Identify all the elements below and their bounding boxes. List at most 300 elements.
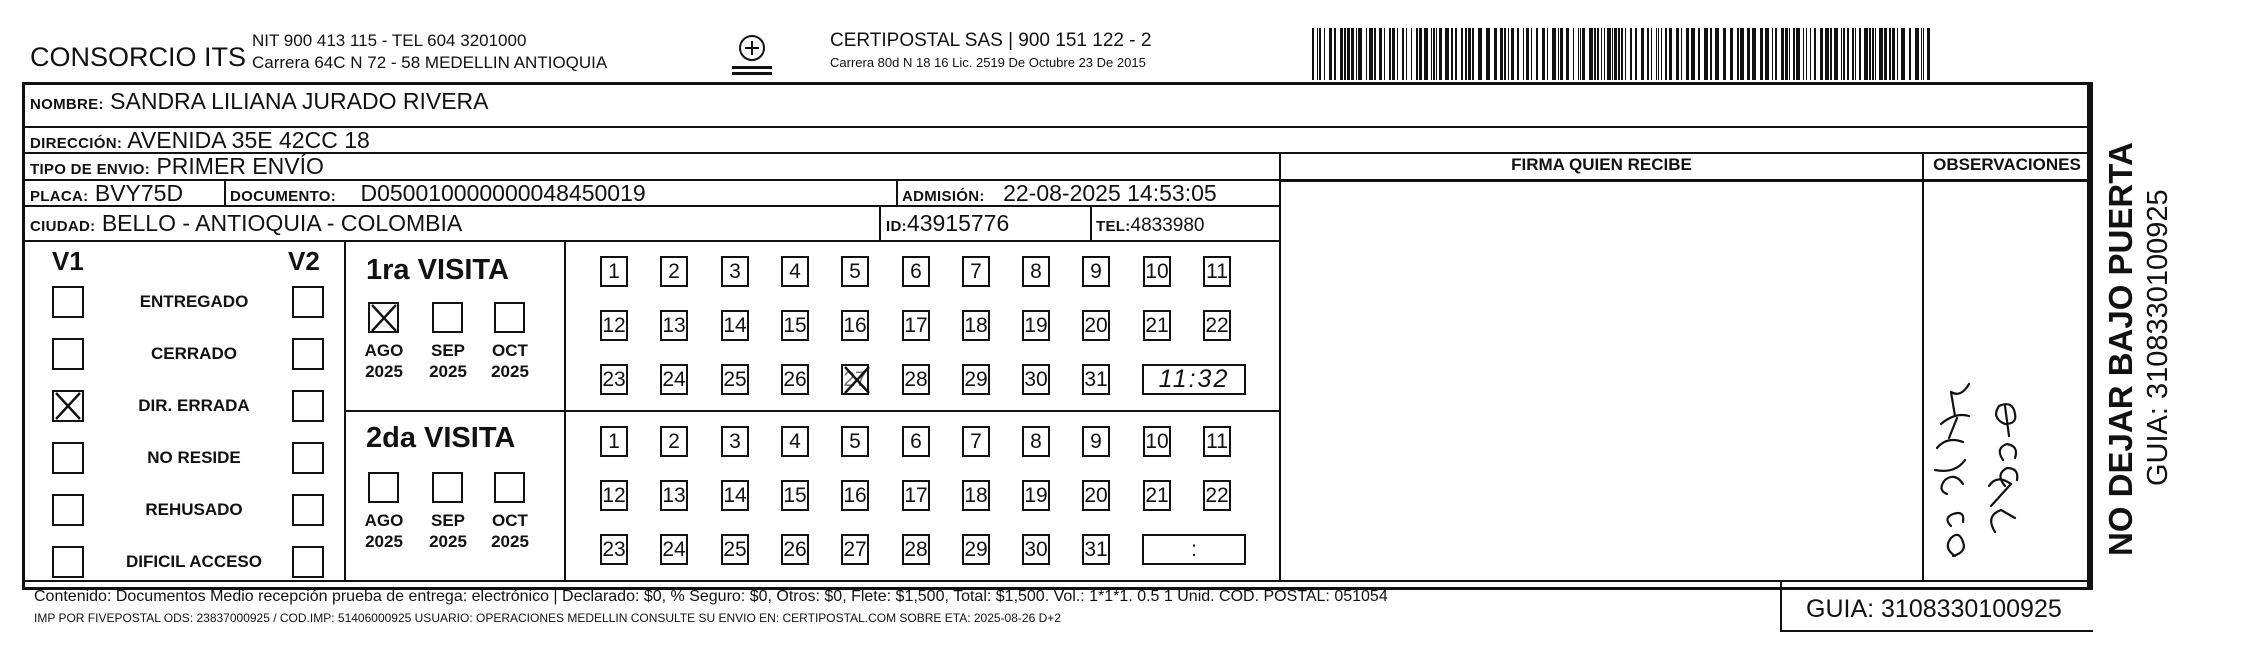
barcode-bar <box>1580 28 1581 80</box>
barcode-bar <box>1317 28 1318 80</box>
visit1-month-label <box>356 340 412 382</box>
barcode-bar <box>1433 28 1435 80</box>
barcode-bar <box>1344 28 1346 80</box>
check-mark-icon <box>51 389 85 423</box>
visit1-day-box[interactable]: 26 <box>781 364 809 395</box>
address-line: Carrera 64C N 72 - 58 MEDELLIN ANTIOQUIA <box>252 53 608 72</box>
barcode-bar <box>1324 28 1325 80</box>
visit2-title: 2da VISITA <box>366 422 516 454</box>
visit2-day-box[interactable]: 9 <box>1082 426 1110 457</box>
visit2-month-checkbox[interactable] <box>494 472 525 503</box>
barcode-bar <box>1647 28 1649 80</box>
visit2-day-box[interactable]: 6 <box>902 426 930 457</box>
visit1-month-checkbox[interactable] <box>368 302 399 333</box>
v1-checkbox[interactable] <box>52 286 84 318</box>
barcode-bar <box>1625 28 1626 80</box>
documento-label: DOCUMENTO: <box>230 188 337 205</box>
v2-checkbox[interactable] <box>292 442 324 474</box>
barcode-bar <box>1760 28 1763 80</box>
v1-checkbox[interactable] <box>52 390 84 422</box>
barcode-bar <box>1384 28 1385 80</box>
month-year: 2025 <box>491 532 529 551</box>
visit2-day-box[interactable]: 12 <box>600 480 628 511</box>
barcode-bar <box>1455 28 1457 80</box>
ciudad-field <box>30 210 462 237</box>
visit1-day-box[interactable]: 25 <box>721 364 749 395</box>
barcode-bar <box>1661 28 1662 80</box>
visit1-day-box[interactable]: 3 <box>721 256 749 287</box>
col-divider <box>1780 580 1782 632</box>
certipostal-logo <box>728 30 776 88</box>
barcode-bar <box>1793 28 1795 80</box>
barcode-bar <box>1451 28 1453 80</box>
barcode-bar <box>1500 28 1503 80</box>
visit1-day-box[interactable]: 28 <box>902 364 930 395</box>
admision-label: ADMISIÓN: <box>902 188 985 205</box>
barcode-bar <box>1340 28 1343 80</box>
barcode-bar <box>1641 28 1644 80</box>
certipostal-info <box>830 30 1151 74</box>
barcode-bar <box>1531 28 1532 80</box>
barcode-bar <box>1607 28 1611 80</box>
visit2-day-box[interactable]: 29 <box>962 534 990 565</box>
row-divider <box>344 410 1279 412</box>
visit2-day-box[interactable]: 15 <box>781 480 809 511</box>
barcode-bar <box>1547 28 1548 80</box>
month-name: SEP <box>430 511 466 530</box>
col-divider <box>224 179 226 206</box>
barcode-bar <box>1651 28 1652 80</box>
barcode-bar <box>1356 28 1357 80</box>
visit2-day-box[interactable]: 17 <box>902 480 930 511</box>
barcode-bar <box>1796 28 1800 80</box>
barcode-bar <box>1635 28 1637 80</box>
certipostal-address: Carrera 80d N 18 16 Lic. 2519 De Octubre 23 De 2015 <box>830 55 1146 70</box>
barcode-bar <box>1369 28 1373 80</box>
barcode-bar <box>1884 28 1887 80</box>
visit2-time-box[interactable]: : <box>1142 534 1246 565</box>
barcode-bar <box>1752 28 1756 80</box>
barcode-bar <box>1329 28 1332 80</box>
barcode-bar <box>1892 28 1895 80</box>
visit2-day-box[interactable]: 25 <box>721 534 749 565</box>
admision-field <box>902 180 1217 207</box>
barcode-bar <box>1406 28 1407 80</box>
barcode <box>1312 28 1942 80</box>
no-dejar-text: NO DEJAR BAJO PUERTA <box>2102 142 2139 556</box>
barcode-bar <box>1855 28 1856 80</box>
barcode-bar <box>1841 28 1842 80</box>
barcode-bar <box>1901 28 1905 80</box>
row-divider <box>22 240 1279 242</box>
barcode-bar <box>1825 28 1829 80</box>
barcode-bar <box>1542 28 1545 80</box>
status-label: ENTREGADO <box>139 292 249 311</box>
visit2-day-box[interactable]: 2 <box>660 426 688 457</box>
visit1-day-box[interactable]: 19 <box>1022 310 1050 341</box>
id-value: 43915776 <box>906 210 1010 236</box>
barcode-bar <box>1879 28 1883 80</box>
v2-header: V2 <box>288 246 320 276</box>
visit1-day-box[interactable]: 27 <box>841 364 869 395</box>
barcode-bar <box>1864 28 1868 80</box>
barcode-bar <box>1445 28 1449 80</box>
barcode-bar <box>1785 28 1788 80</box>
barcode-bar <box>1681 28 1682 80</box>
visit1-day-box[interactable]: 6 <box>902 256 930 287</box>
month-year: 2025 <box>429 532 467 551</box>
barcode-bar <box>1806 28 1807 80</box>
barcode-bar <box>1511 28 1514 80</box>
v2-checkbox[interactable] <box>292 286 324 318</box>
month-year: 2025 <box>429 362 467 381</box>
ciudad-value: BELLO - ANTIOQUIA - COLOMBIA <box>101 210 463 236</box>
visit2-day-box[interactable]: 18 <box>962 480 990 511</box>
barcode-bar <box>1775 28 1777 80</box>
visit2-day-box[interactable]: 16 <box>841 480 869 511</box>
tipo-label: TIPO DE ENVIO: <box>30 161 151 178</box>
barcode-bar <box>1472 28 1474 80</box>
visit1-month-checkbox[interactable] <box>494 302 525 333</box>
visit1-day-box[interactable]: 4 <box>781 256 809 287</box>
visit1-day-box[interactable]: 16 <box>841 310 869 341</box>
visit1-day-box[interactable]: 15 <box>781 310 809 341</box>
barcode-bar <box>1392 28 1395 80</box>
barcode-bar <box>1765 28 1769 80</box>
certipostal-line: CERTIPOSTAL SAS | 900 151 122 - 2 <box>830 30 1152 51</box>
placa-label: PLACA: <box>30 188 89 205</box>
barcode-bar <box>1402 28 1404 80</box>
visit2-day-box[interactable]: 30 <box>1022 534 1050 565</box>
id-label: ID: <box>886 218 907 235</box>
v1-header: V1 <box>52 246 84 276</box>
visit1-month-label <box>420 340 476 382</box>
barcode-bar <box>1621 28 1623 80</box>
barcode-bar <box>1604 28 1605 80</box>
barcode-bar <box>1504 28 1506 80</box>
barcode-bar <box>1747 28 1750 80</box>
visit1-time-box[interactable]: 11:32 <box>1142 364 1246 395</box>
barcode-bar <box>1523 28 1524 80</box>
visit1-day-box[interactable]: 31 <box>1082 364 1110 395</box>
barcode-bar <box>1772 28 1773 80</box>
visit2-day-box[interactable]: 21 <box>1143 480 1171 511</box>
visit2-month-checkbox[interactable] <box>368 472 399 503</box>
visit1-day-box[interactable]: 5 <box>841 256 869 287</box>
status-label: DIFICIL ACCESO <box>125 552 262 571</box>
col-divider <box>2090 82 2093 590</box>
visit2-day-box[interactable]: 23 <box>600 534 628 565</box>
v2-checkbox[interactable] <box>292 338 324 370</box>
barcode-bar <box>1347 28 1350 80</box>
company-info <box>252 30 607 74</box>
documento-value: D050010000000048450019 <box>360 180 646 206</box>
col-divider <box>564 240 566 580</box>
barcode-bar <box>1334 28 1336 80</box>
barcode-bar <box>1889 28 1891 80</box>
month-year: 2025 <box>365 532 403 551</box>
barcode-bar <box>1830 28 1832 80</box>
barcode-bar <box>1439 28 1442 80</box>
barcode-bar <box>1740 28 1744 80</box>
month-name: OCT <box>492 341 528 360</box>
barcode-bar <box>1834 28 1838 80</box>
visit1-month-label <box>482 340 538 382</box>
barcode-bar <box>1589 28 1593 80</box>
visit2-day-box[interactable]: 19 <box>1022 480 1050 511</box>
col-divider <box>1090 205 1092 240</box>
visit2-day-box[interactable]: 20 <box>1082 480 1110 511</box>
barcode-bar <box>1669 28 1672 80</box>
footer-imp: IMP POR FIVEPOSTAL ODS: 23837000925 / COD.IMP: 51406000925 USUARIO: OPERACIONES MEDELLIN CONSULTE SU ENVIO EN: CERTIPOSTAL.COM SOBRE ETA: 2025-08-26 D+2 <box>34 611 1061 625</box>
month-year: 2025 <box>491 362 529 381</box>
barcode-bar <box>1374 28 1376 80</box>
visit1-day-box[interactable]: 17 <box>902 310 930 341</box>
guia-number: GUIA: 3108330100925 <box>1806 595 2062 623</box>
barcode-bar <box>1465 28 1467 80</box>
visit1-day-box[interactable]: 22 <box>1203 310 1231 341</box>
visit1-day-box[interactable]: 30 <box>1022 364 1050 395</box>
barcode-bar <box>1594 28 1596 80</box>
visit2-day-box[interactable]: 14 <box>721 480 749 511</box>
visit2-month-label <box>420 510 476 552</box>
visit2-day-box[interactable]: 31 <box>1082 534 1110 565</box>
col-divider <box>1922 152 1924 580</box>
barcode-bar <box>1366 28 1367 80</box>
visit2-day-box[interactable]: 28 <box>902 534 930 565</box>
barcode-bar <box>1843 28 1845 80</box>
barcode-bar <box>1730 28 1733 80</box>
visit1-day-box[interactable]: 13 <box>660 310 688 341</box>
company-name: CONSORCIO ITS <box>30 42 247 72</box>
barcode-bar <box>1526 28 1529 80</box>
tel-label: TEL: <box>1096 218 1131 235</box>
visit2-day-box[interactable]: 5 <box>841 426 869 457</box>
visit2-day-box[interactable]: 22 <box>1203 480 1231 511</box>
visit1-day-box[interactable]: 23 <box>600 364 628 395</box>
barcode-bar <box>1582 28 1585 80</box>
barcode-bar <box>1686 28 1689 80</box>
barcode-bar <box>1723 28 1726 80</box>
barcode-bar <box>1927 28 1930 80</box>
barcode-bar <box>1419 28 1422 80</box>
barcode-bar <box>1704 28 1708 80</box>
placa-field <box>30 180 183 207</box>
documento-field <box>230 180 646 207</box>
barcode-bar <box>1312 28 1314 80</box>
barcode-bar <box>1923 28 1924 80</box>
observation-handwriting <box>1925 320 2085 560</box>
barcode-bar <box>1486 28 1490 80</box>
v2-checkbox[interactable] <box>292 390 324 422</box>
barcode-bar <box>1436 28 1437 80</box>
barcode-bar <box>1358 28 1362 80</box>
barcode-bar <box>1424 28 1428 80</box>
barcode-bar <box>1614 28 1617 80</box>
visit2-month-checkbox[interactable] <box>432 472 463 503</box>
observaciones-header: OBSERVACIONES <box>1933 155 2081 174</box>
barcode-bar <box>1814 28 1816 80</box>
barcode-bar <box>1379 28 1382 80</box>
barcode-bar <box>1909 28 1911 80</box>
check-mark-icon <box>840 363 874 397</box>
direccion-label: DIRECCIÓN: <box>30 135 123 152</box>
visit1-day-box[interactable]: 1 <box>600 256 628 287</box>
visit1-title: 1ra VISITA <box>366 254 509 286</box>
barcode-bar <box>1852 28 1854 80</box>
check-mark-icon <box>367 301 401 335</box>
v2-checkbox[interactable] <box>292 494 324 526</box>
barcode-bar <box>1715 28 1719 80</box>
v2-checkbox[interactable] <box>292 546 324 578</box>
month-name: AGO <box>364 341 404 360</box>
v1-checkbox[interactable] <box>52 338 84 370</box>
visit2-day-box[interactable]: 11 <box>1203 426 1231 457</box>
visit2-day-box[interactable]: 13 <box>660 480 688 511</box>
month-year: 2025 <box>365 362 403 381</box>
visit1-day-box[interactable]: 2 <box>660 256 688 287</box>
barcode-bar <box>1397 28 1398 80</box>
visit2-day-box[interactable]: 7 <box>962 426 990 457</box>
visit1-day-box[interactable]: 24 <box>660 364 688 395</box>
month-name: OCT <box>492 511 528 530</box>
visit2-day-box[interactable]: 24 <box>660 534 688 565</box>
barcode-bar <box>1552 28 1556 80</box>
barcode-bar <box>1618 28 1620 80</box>
barcode-bar <box>1859 28 1861 80</box>
barcode-bar <box>1803 28 1804 80</box>
barcode-bar <box>1566 28 1569 80</box>
direccion-field <box>30 127 370 154</box>
ciudad-label: CIUDAD: <box>30 218 96 235</box>
visit2-day-box[interactable]: 10 <box>1143 426 1171 457</box>
visit2-day-box[interactable]: 1 <box>600 426 628 457</box>
visit2-month-label <box>482 510 538 552</box>
barcode-bar <box>1820 28 1823 80</box>
barcode-bar <box>1416 28 1418 80</box>
barcode-bar <box>1478 28 1482 80</box>
visit1-day-box[interactable]: 8 <box>1022 256 1050 287</box>
barcode-bar <box>1612 28 1613 80</box>
footer-contenido: Contenido: Documentos Medio recepción prueba de entrega: electrónico | Declarado: $0, % Seguro: $0, Otros: $0, Flete: $1,500, Total: $1,500. Vol.: 1*1*1. 0.5 1 Unid. COD. POSTAL: 051054 <box>34 588 1388 605</box>
visit1-day-box[interactable]: 18 <box>962 310 990 341</box>
visit1-day-box[interactable]: 10 <box>1143 256 1171 287</box>
barcode-bar <box>1597 28 1599 80</box>
barcode-bar <box>1468 28 1471 80</box>
barcode-bar <box>1578 28 1579 80</box>
barcode-bar <box>1691 28 1695 80</box>
barcode-bar <box>1869 28 1871 80</box>
admision-value: 22-08-2025 14:53:05 <box>1003 180 1217 206</box>
barcode-bar <box>1698 28 1700 80</box>
visit2-day-box[interactable]: 27 <box>841 534 869 565</box>
barcode-bar <box>1573 28 1574 80</box>
barcode-bar <box>1658 28 1659 80</box>
visit2-day-box[interactable]: 3 <box>721 426 749 457</box>
visit1-day-box[interactable]: 11 <box>1203 256 1231 287</box>
tipo-value: PRIMER ENVÍO <box>156 153 324 179</box>
v1-checkbox[interactable] <box>52 546 84 578</box>
barcode-bar <box>1630 28 1632 80</box>
barcode-bar <box>1601 28 1602 80</box>
barcode-bar <box>1872 28 1874 80</box>
barcode-bar <box>1558 28 1559 80</box>
barcode-bar <box>1781 28 1784 80</box>
v1-checkbox[interactable] <box>52 494 84 526</box>
id-field <box>886 210 1009 237</box>
barcode-bar <box>1461 28 1463 80</box>
barcode-bar <box>1665 28 1667 80</box>
status-label: CERRADO <box>151 344 237 363</box>
tel-value: 4833980 <box>1130 215 1205 236</box>
barcode-bar <box>1847 28 1849 80</box>
barcode-bar <box>1710 28 1712 80</box>
barcode-bar <box>1319 28 1321 80</box>
visit1-day-box[interactable]: 7 <box>962 256 990 287</box>
visit1-day-box[interactable]: 14 <box>721 310 749 341</box>
col-divider <box>344 240 346 580</box>
visit2-month-label <box>356 510 412 552</box>
barcode-bar <box>1560 28 1563 80</box>
barcode-bar <box>1536 28 1538 80</box>
visit1-day-box[interactable]: 29 <box>962 364 990 395</box>
barcode-bar <box>1897 28 1898 80</box>
row-divider <box>1279 179 2090 182</box>
visit2-day-box[interactable]: 26 <box>781 534 809 565</box>
status-label: DIR. ERRADA <box>138 396 250 415</box>
col-divider <box>879 205 881 240</box>
barcode-bar <box>1737 28 1739 80</box>
direccion-value: AVENIDA 35E 42CC 18 <box>127 127 370 153</box>
placa-value: BVY75D <box>94 180 184 206</box>
barcode-bar <box>1411 28 1412 80</box>
visit2-day-box[interactable]: 8 <box>1022 426 1050 457</box>
tel-field <box>1096 210 1205 237</box>
col-divider <box>896 179 898 206</box>
barcode-bar <box>1810 28 1811 80</box>
barcode-bar <box>1656 28 1657 80</box>
col-divider <box>1279 152 1281 580</box>
firma-header: FIRMA QUIEN RECIBE <box>1511 155 1692 174</box>
barcode-bar <box>1351 28 1354 80</box>
barcode-bar <box>1875 28 1876 80</box>
nit-line: NIT 900 413 115 - TEL 604 3201000 <box>252 31 527 50</box>
v1-checkbox[interactable] <box>52 442 84 474</box>
barcode-bar <box>1676 28 1679 80</box>
barcode-bar <box>1517 28 1519 80</box>
row-divider <box>1780 630 2093 632</box>
barcode-bar <box>1494 28 1497 80</box>
barcode-bar <box>1921 28 1922 80</box>
nombre-field <box>30 88 489 115</box>
tipo-field <box>30 153 324 180</box>
visit1-month-checkbox[interactable] <box>432 302 463 333</box>
status-label: REHUSADO <box>145 500 243 519</box>
visit1-day-box[interactable]: 21 <box>1143 310 1171 341</box>
nombre-value: SANDRA LILIANA JURADO RIVERA <box>110 88 489 114</box>
month-name: AGO <box>364 511 404 530</box>
visit1-day-box[interactable]: 9 <box>1082 256 1110 287</box>
month-name: SEP <box>430 341 466 360</box>
barcode-bar <box>1431 28 1432 80</box>
barcode-bar <box>1508 28 1509 80</box>
visit1-day-box[interactable]: 12 <box>600 310 628 341</box>
barcode-bar <box>1789 28 1790 80</box>
visit1-day-box[interactable]: 20 <box>1082 310 1110 341</box>
barcode-bar <box>1915 28 1919 80</box>
barcode-bar <box>1389 28 1391 80</box>
visit2-day-box[interactable]: 4 <box>781 426 809 457</box>
